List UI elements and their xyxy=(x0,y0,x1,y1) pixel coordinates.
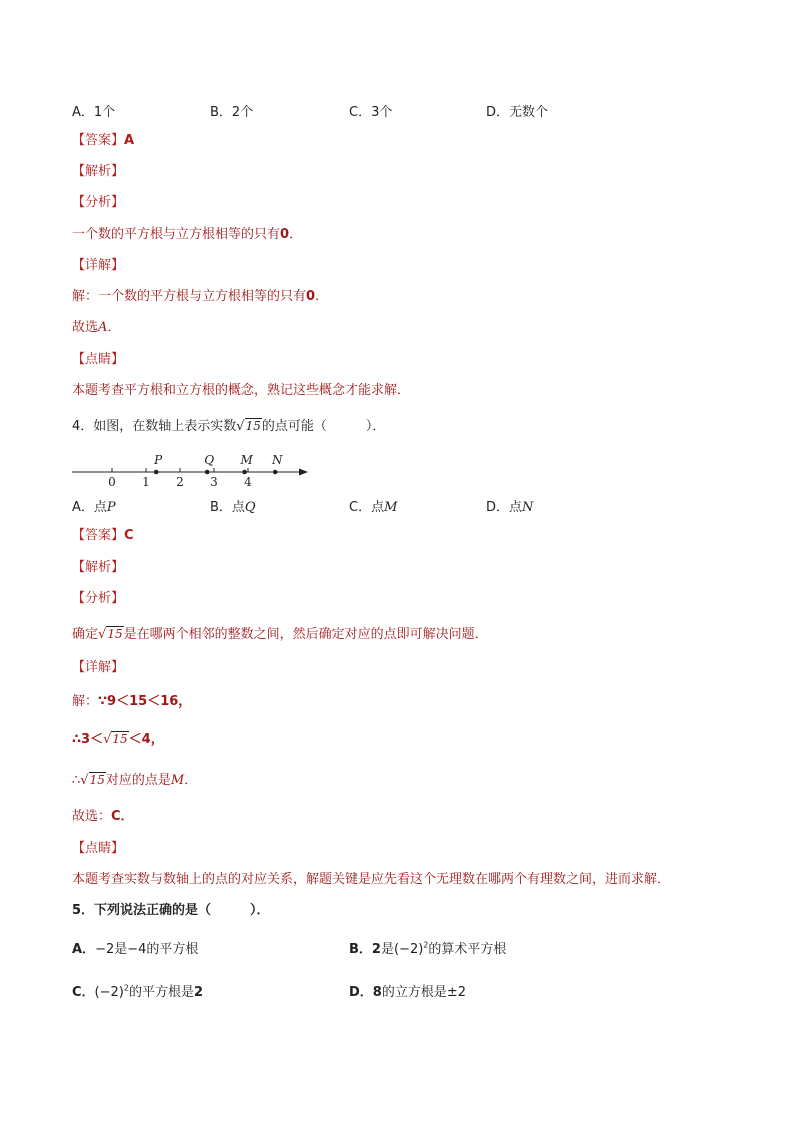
q3-answer xyxy=(72,132,134,150)
detail-mid: 对应的点是 xyxy=(105,773,171,788)
opt-label: C． xyxy=(72,985,95,1000)
q3-dianjing: 【点睛】 xyxy=(72,352,125,367)
q3-options xyxy=(72,101,722,119)
q3-detail xyxy=(72,288,328,306)
q3-option-c: C．3个 xyxy=(349,105,393,120)
q3-jiexi: 【解析】 xyxy=(72,164,125,179)
opt-end: 的平方根 xyxy=(146,942,199,957)
sqrt-15: √15 xyxy=(103,732,128,747)
opt-b: 的平方根是 xyxy=(128,985,194,1000)
point-N xyxy=(273,470,278,475)
opt-a: 2 xyxy=(371,942,381,957)
answer-value: A xyxy=(124,133,135,148)
q5-stem: 5．下列说法正确的是（ ）． xyxy=(72,903,270,918)
detail-prefix: 解： xyxy=(72,694,99,709)
radicand: 15 xyxy=(107,627,123,641)
point-label-P: P xyxy=(154,453,163,467)
axis-tick-label-2: 2 xyxy=(176,475,184,489)
axis-tick-label-3: 3 xyxy=(210,475,218,489)
radicand: 15 xyxy=(245,419,261,433)
q5-options-row1 xyxy=(72,938,722,956)
q4-comment: 本题考查实数与数轴上的点的对应关系，解题关键是应先看这个无理数在哪两个有理数之间，进而求解． xyxy=(72,872,671,887)
q4-jiexi: 【解析】 xyxy=(72,560,125,575)
radicand: 15 xyxy=(112,732,128,746)
q4-option-c xyxy=(349,496,397,515)
point-M xyxy=(242,470,247,475)
q4-stem-suffix: 的点可能（ ）． xyxy=(261,419,386,434)
q4-analysis xyxy=(72,625,488,644)
q4-dianjing: 【点睛】 xyxy=(72,841,125,856)
opt-label: B． xyxy=(349,942,372,957)
sqrt-15: √15 xyxy=(236,419,261,434)
q4-select xyxy=(72,808,134,826)
opt-c: (−2) xyxy=(393,942,424,957)
opt-a: (−2) xyxy=(94,985,124,1000)
opt-exp: 2 xyxy=(423,940,429,950)
number-line xyxy=(66,444,316,490)
detail-text: 解：一个数的平方根与立方根相等的只有 xyxy=(72,289,307,304)
detail-end: ． xyxy=(315,289,329,304)
detail-prefix: ∴ xyxy=(72,773,81,788)
q3-xiangjie: 【详解】 xyxy=(72,258,125,273)
axis-tick-label-0: 0 xyxy=(108,475,116,489)
q4-stem-prefix: 4．如图，在数轴上表示实数 xyxy=(72,419,237,434)
q4-stem xyxy=(72,417,385,436)
answer-value: C xyxy=(124,528,134,543)
detail-expr-b: ＜4， xyxy=(128,732,164,747)
sqrt-15: √15 xyxy=(80,773,105,788)
point-label-M: M xyxy=(240,453,253,467)
analysis-zero: 0 xyxy=(280,227,290,242)
q4-detail-3 xyxy=(72,771,197,790)
opt-a: 8 xyxy=(372,985,382,1000)
detail-end: ． xyxy=(184,773,198,788)
point-label-N: N xyxy=(271,453,283,467)
detail-var: M xyxy=(170,773,185,788)
q3-analysis xyxy=(72,226,302,244)
detail-zero: 0 xyxy=(306,289,316,304)
q5-option-a xyxy=(72,938,198,957)
opt-b: 是 xyxy=(380,942,394,957)
select-end: ． xyxy=(107,320,121,335)
opt-val2: −4 xyxy=(127,942,147,957)
q3-select xyxy=(72,319,120,337)
q5-option-d xyxy=(349,981,466,1000)
opt-c: 2 xyxy=(193,985,204,1000)
q5-option-b xyxy=(349,938,506,957)
analysis-prefix: 确定 xyxy=(72,627,99,642)
opt-label: D． xyxy=(349,985,373,1000)
sqrt-15: √15 xyxy=(98,627,123,642)
opt-val: −2 xyxy=(95,942,115,957)
q3-option-a: A．1个 xyxy=(72,105,116,120)
opt-text: A．点 xyxy=(72,500,107,515)
axis-arrow xyxy=(299,469,308,476)
q3-fenxi: 【分析】 xyxy=(72,195,125,210)
answer-tag: 【答案】 xyxy=(72,528,125,543)
analysis-suffix: 是在哪两个相邻的整数之间，然后确定对应的点即可解决问题． xyxy=(123,627,488,642)
analysis-end: ． xyxy=(289,227,303,242)
point-Q xyxy=(205,470,210,475)
opt-mid: 是 xyxy=(114,942,128,957)
q4-option-b xyxy=(210,496,256,515)
opt-c: ±2 xyxy=(446,985,467,1000)
opt-text: D．点 xyxy=(486,500,523,515)
detail-expr-a: ∴3＜ xyxy=(72,732,104,747)
q4-options xyxy=(72,496,722,514)
q4-answer xyxy=(72,527,134,545)
opt-var: N xyxy=(522,500,534,515)
q5-options-row2 xyxy=(72,981,722,999)
opt-var: M xyxy=(384,500,398,515)
opt-exp: 2 xyxy=(123,983,129,993)
point-label-Q: Q xyxy=(204,453,215,467)
q4-detail-2 xyxy=(72,730,164,749)
opt-text: C．点 xyxy=(349,500,385,515)
q3-comment: 本题考查平方根和立方根的概念，熟记这些概念才能求解． xyxy=(72,383,411,398)
q4-detail-1 xyxy=(72,693,191,711)
q4-option-d xyxy=(486,496,533,515)
q5-option-c xyxy=(72,981,203,1000)
opt-b: 的立方根是 xyxy=(381,985,447,1000)
radicand: 15 xyxy=(89,773,105,787)
q4-xiangjie: 【详解】 xyxy=(72,660,125,675)
analysis-text: 一个数的平方根与立方根相等的只有 xyxy=(72,227,281,242)
opt-var: Q xyxy=(244,500,256,515)
q4-fenxi: 【分析】 xyxy=(72,591,125,606)
select-value: A xyxy=(98,320,108,335)
q3-option-b: B．2个 xyxy=(210,105,254,120)
answer-tag: 【答案】 xyxy=(72,133,125,148)
axis-tick-label-1: 1 xyxy=(142,475,150,489)
select-value: C． xyxy=(111,809,134,824)
q4-option-a xyxy=(72,496,116,515)
select-prefix: 故选 xyxy=(72,320,99,335)
opt-end: 的算术平方根 xyxy=(428,942,507,957)
detail-expr: ∵9＜15＜16， xyxy=(98,694,192,709)
opt-label: A． xyxy=(72,942,96,957)
opt-var: P xyxy=(106,500,116,515)
select-prefix: 故选： xyxy=(72,809,112,824)
axis-tick-label-4: 4 xyxy=(244,475,252,489)
q3-option-d: D．无数个 xyxy=(486,105,549,120)
point-P xyxy=(154,470,159,475)
opt-text: B．点 xyxy=(210,500,245,515)
